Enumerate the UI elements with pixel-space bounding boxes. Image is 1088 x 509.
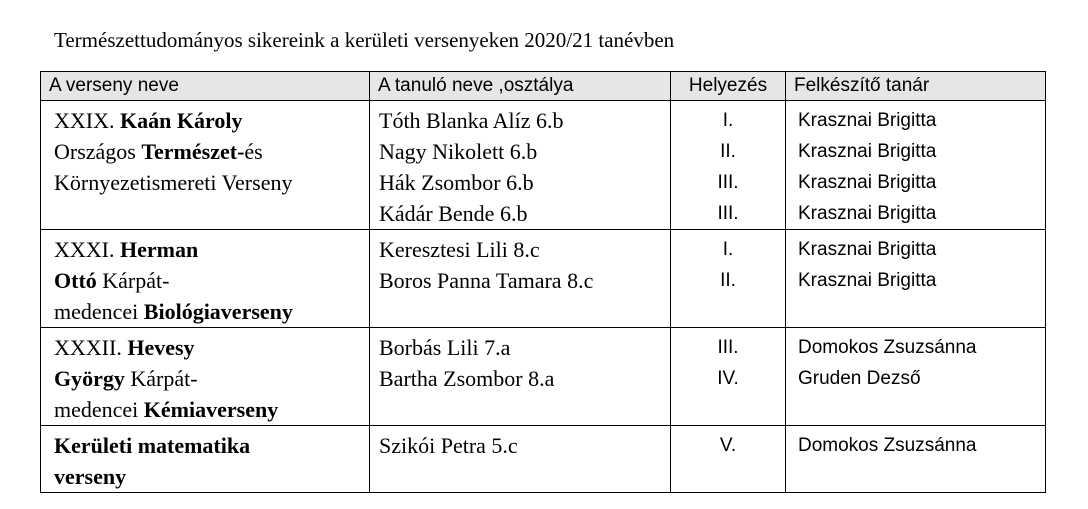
competition-name <box>41 101 369 198</box>
competition-name-line <box>54 394 369 425</box>
placement: III. <box>717 172 739 193</box>
competition-name-line <box>54 105 369 136</box>
table-row <box>41 101 1046 230</box>
competition-name-part: Kaán Károly <box>120 108 243 133</box>
teacher-list <box>786 426 1045 461</box>
teacher-cell <box>786 101 1046 230</box>
student-name: Bartha Zsombor 8.a <box>379 366 555 391</box>
competition-name-part: és <box>244 139 263 164</box>
competition-name-part: XXXII. <box>54 335 128 360</box>
competition-name-part: György <box>54 366 125 391</box>
competition-name-line <box>54 296 369 327</box>
competition-name <box>41 426 369 492</box>
competition-name-line <box>54 136 369 167</box>
competition-name-part: Hevesy <box>127 335 195 360</box>
place-list <box>671 328 785 394</box>
teacher-name: Krasznai Brigitta <box>798 172 937 193</box>
table-header-row <box>41 72 1046 101</box>
placement: I. <box>722 110 734 131</box>
student-list <box>370 328 670 394</box>
competition-name-line <box>54 363 369 394</box>
place-list <box>671 230 785 296</box>
teacher-cell <box>786 328 1046 426</box>
table-row <box>41 230 1046 328</box>
student-list <box>370 101 670 229</box>
competition-name-line <box>54 332 369 363</box>
student-name: Szikói Petra 5.c <box>379 433 518 458</box>
placement: III. <box>717 337 739 358</box>
competition-name-part: Környezetismereti Verseny <box>54 170 293 195</box>
place-cell <box>671 328 786 426</box>
student-list <box>370 426 670 461</box>
student-cell <box>370 426 671 493</box>
document-title: Természettudományos sikereink a kerületi versenyeken 2020/21 tanévben <box>54 28 675 52</box>
place-cell <box>671 230 786 328</box>
competition-name-line <box>54 167 369 198</box>
teacher-list <box>786 230 1045 296</box>
competition-name-part: Biológiaverseny <box>143 299 293 324</box>
place-list <box>671 426 785 461</box>
competition-name-part: XXXI. <box>54 237 120 262</box>
place-cell <box>671 101 786 230</box>
competition-cell <box>41 328 370 426</box>
competition-name-part: Ottó <box>54 268 97 293</box>
teacher-cell <box>786 230 1046 328</box>
place-list <box>671 101 785 229</box>
header-place: Helyezés <box>671 72 786 101</box>
competition-name <box>41 328 369 425</box>
teacher-name: Krasznai Brigitta <box>798 270 937 291</box>
teacher-cell <box>786 426 1046 493</box>
placement: V. <box>719 435 737 456</box>
competition-cell <box>41 426 370 493</box>
competition-name-part: Kárpát- <box>124 366 198 391</box>
header-student: A tanuló neve ,osztálya <box>370 72 671 101</box>
teacher-name: Krasznai Brigitta <box>798 141 937 162</box>
student-cell <box>370 230 671 328</box>
student-cell <box>370 101 671 230</box>
competition-name-part: verseny <box>54 464 127 489</box>
teacher-name: Domokos Zsuzsánna <box>798 435 977 456</box>
competition-cell <box>41 101 370 230</box>
placement: III. <box>717 203 739 224</box>
competition-name-part: Országos <box>54 139 142 164</box>
competition-name-line <box>54 461 369 492</box>
competition-name-part: XXIX. <box>54 108 120 133</box>
teacher-name: Krasznai Brigitta <box>798 203 937 224</box>
competition-name-part: Kárpát- <box>96 268 170 293</box>
student-name: Nagy Nikolett 6.b <box>379 139 538 164</box>
competition-name-part: Kerületi matematika <box>54 433 251 458</box>
competition-name-line <box>54 430 369 461</box>
competition-name-part: Kémiaverseny <box>143 397 279 422</box>
teacher-list <box>786 101 1045 229</box>
header-competition: A verseny neve <box>41 72 370 101</box>
competition-name-part: medencei <box>54 397 144 422</box>
student-cell <box>370 328 671 426</box>
placement: II. <box>720 141 736 162</box>
teacher-name: Krasznai Brigitta <box>798 239 937 260</box>
student-name: Boros Panna Tamara 8.c <box>379 268 594 293</box>
placement: II. <box>720 270 736 291</box>
competition-name <box>41 230 369 327</box>
place-cell <box>671 426 786 493</box>
student-name: Tóth Blanka Alíz 6.b <box>379 108 564 133</box>
teacher-name: Domokos Zsuzsánna <box>798 337 977 358</box>
student-name: Hák Zsombor 6.b <box>379 170 534 195</box>
student-list <box>370 230 670 296</box>
competition-name-line <box>54 234 369 265</box>
table-row <box>41 426 1046 493</box>
teacher-name: Gruden Dezső <box>798 368 921 389</box>
table-body <box>41 101 1046 493</box>
results-table <box>40 71 1046 493</box>
competition-name-line <box>54 265 369 296</box>
competition-name-part: Herman <box>120 237 199 262</box>
table-row <box>41 328 1046 426</box>
competition-name-part: Természet- <box>141 139 245 164</box>
teacher-name: Krasznai Brigitta <box>798 110 937 131</box>
student-name: Keresztesi Lili 8.c <box>379 237 540 262</box>
competition-name-part: medencei <box>54 299 144 324</box>
competition-cell <box>41 230 370 328</box>
header-teacher: Felkészítő tanár <box>786 72 1046 101</box>
placement: I. <box>722 239 734 260</box>
placement: IV. <box>717 368 739 389</box>
student-name: Kádár Bende 6.b <box>379 201 528 226</box>
student-name: Borbás Lili 7.a <box>379 335 511 360</box>
teacher-list <box>786 328 1045 394</box>
